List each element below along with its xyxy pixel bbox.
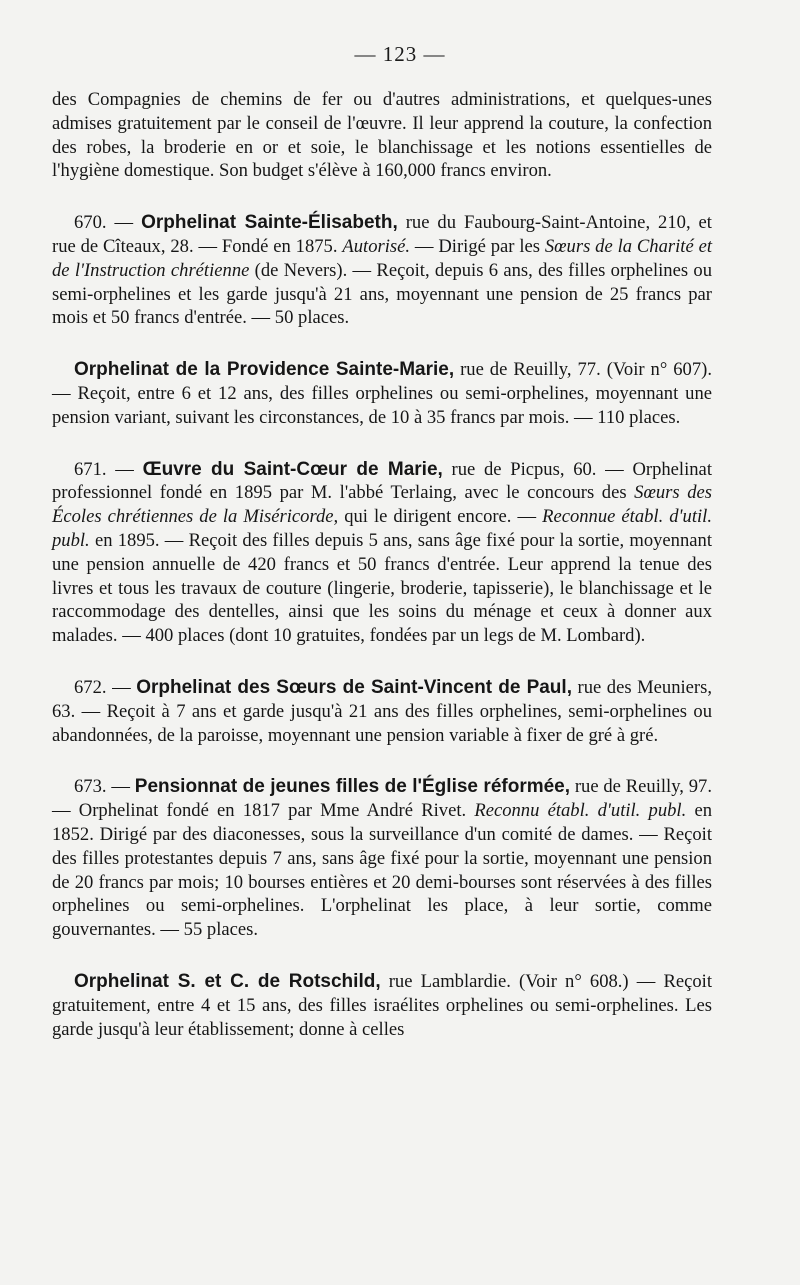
- entry-text: qui le dirigent encore. —: [338, 506, 543, 528]
- entry-name: Orphelinat Sainte-Élisabeth,: [141, 212, 398, 234]
- page-number: — 123 —: [354, 42, 446, 66]
- paragraph-intro: [52, 88, 712, 183]
- entry-congregation: Sœurs des Écoles chrétiennes de la Miséricorde,: [52, 482, 712, 528]
- entry-text: en 1852. Dirigé par des diaconesses, sous la surveillance d'un comité de dames. — Reçoit des filles protestantes depuis 7 ans, sans âge fixé pour la sortie, moyennant une pension de 20 francs par mois; 10 bourses entières et 20 demi-bourses sont réservées à des filles orphelines ou semi-orphelines. L'orphelinat les place, à leur sortie, comme gouvernantes. — 55 places.: [52, 800, 712, 941]
- entry-rotschild: [52, 970, 712, 1041]
- entry-text: rue de Picpus, 60. — Orphelinat professionnel fondé en 1895 par M. l'abbé Terlaing, avec le concours des: [52, 458, 712, 504]
- paragraph-gap: [52, 942, 712, 970]
- entry-congregation: Sœurs de la Charité et de l'Instruction chrétienne: [52, 235, 713, 281]
- entry-670: [52, 211, 712, 330]
- entry-text: — Dirigé par les: [410, 235, 545, 257]
- entry-status: Autorisé.: [342, 235, 411, 257]
- body-text: [52, 88, 712, 1041]
- entry-text: rue de Reuilly, 97. — Orphelinat fondé en 1817 par Mme André Rivet.: [52, 776, 712, 822]
- entry-name: Œuvre du Saint-Cœur de Marie,: [142, 458, 443, 480]
- paragraph-gap: [52, 183, 712, 211]
- entry-text: en 1895. — Reçoit des filles depuis 5 ans, sans âge fixé pour la sortie, moyennant une pension annuelle de 420 francs et 50 francs d'entrée. Leur apprend la tenue des livres et tous les travaux de couture (lingerie, broderie, tapisserie), le blanchissage et le raccommodage des dentelles, ainsi que les soins du ménage et ceux à donner aux malades. — 400 places (dont 10 gratuites, fondées par un legs de M. Lombard).: [52, 529, 712, 647]
- entry-number: 671. —: [74, 458, 143, 480]
- paragraph-gap: [52, 747, 712, 775]
- paragraph-gap: [52, 648, 712, 676]
- paragraph-gap: [52, 430, 712, 458]
- entry-number: 670. —: [74, 212, 142, 234]
- entry-name: Orphelinat des Sœurs de Saint-Vincent de Paul,: [136, 676, 572, 698]
- entry-672: [52, 676, 712, 747]
- entry-name: Pensionnat de jeunes filles de l'Église réformée,: [134, 776, 571, 798]
- entry-text: rue du Faubourg-Saint-Antoine, 210, et rue de Cîteaux, 28. — Fondé en 1875.: [52, 212, 712, 257]
- entry-text: rue de Reuilly, 77. (Voir n° 607). — Reçoit, entre 6 et 12 ans, des filles orphelines ou semi-orphelines, moyennant une pension variant, suivant les circonstances, de 10 à 35 francs par mois. — 110 places.: [52, 359, 712, 428]
- entry-providence: [52, 358, 712, 429]
- entry-number: 672. —: [74, 676, 137, 698]
- paragraph-text: des Compagnies de chemins de fer ou d'autres administrations, et quelques-unes admises gratuitement par le conseil de l'œuvre. Il leur apprend la couture, la confection des robes, la broderie en or et soie, le blanchissage et les notions essentielles de l'hygiène domestique. Son budget s'élève à 160,000 francs environ.: [52, 89, 712, 182]
- entry-name: Orphelinat de la Providence Sainte-Marie,: [74, 359, 455, 381]
- entry-text: rue Lamblardie. (Voir n° 608.) — Reçoit gratuitement, entre 4 et 15 ans, des filles israélites orphelines ou semi-orphelines. Les garde jusqu'à leur établissement; donne à celles: [52, 970, 712, 1040]
- entry-number: 673. —: [74, 776, 135, 798]
- paragraph-gap: [52, 330, 712, 358]
- entry-name: Orphelinat S. et C. de Rotschild,: [74, 970, 381, 992]
- entry-671: [52, 458, 712, 648]
- entry-text: (de Nevers). — Reçoit, depuis 6 ans, des filles orphelines ou semi-orphelines et les garde jusqu'à 21 ans, moyennant une pension de 25 francs par mois et 50 francs d'entrée. — 50 places.: [52, 259, 712, 329]
- entry-status: Reconnue établ. d'util. publ.: [52, 506, 712, 551]
- entry-text: rue des Meuniers, 63. — Reçoit à 7 ans et garde jusqu'à 21 ans des filles orphelines, semi-orphelines ou abandonnées, de la paroisse, moyennant une pension variable à fixer de gré à gré.: [52, 676, 712, 746]
- entry-673: [52, 775, 712, 942]
- entry-status: Reconnu établ. d'util. publ.: [474, 800, 687, 822]
